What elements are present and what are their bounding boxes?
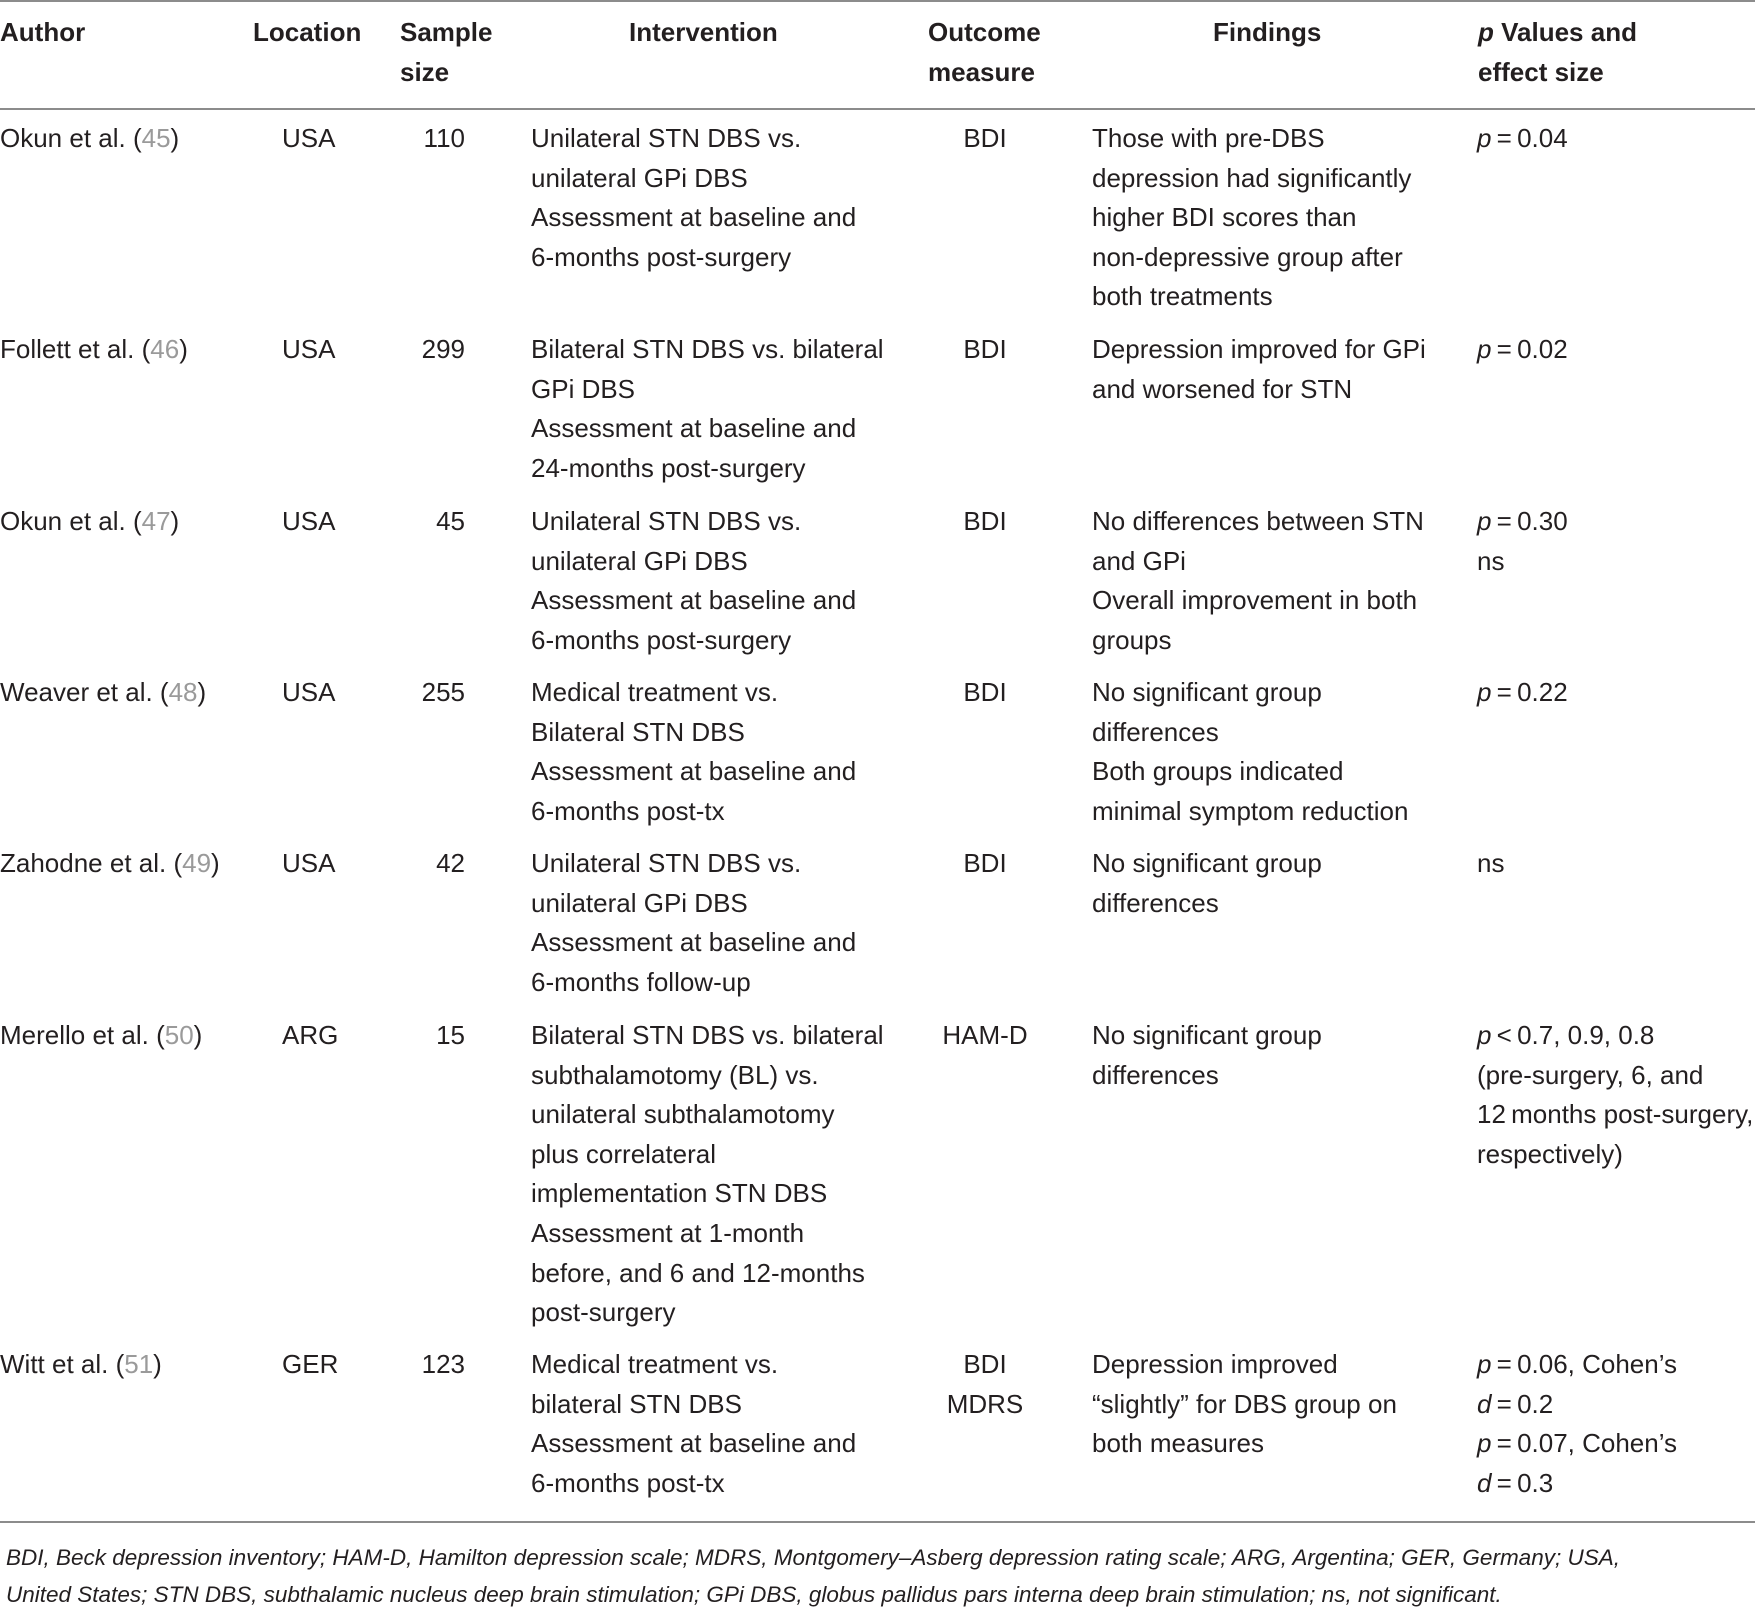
- cell-sample-size-line: 45: [436, 506, 465, 536]
- cell-location-line: USA: [282, 506, 336, 536]
- cell-sample-size-line: 110: [423, 123, 465, 153]
- header-author: Author: [0, 17, 86, 47]
- cell-findings-line: differences: [1092, 1059, 1219, 1090]
- cell-p-values: [1477, 330, 1568, 370]
- cell-findings-line: non-depressive group after: [1092, 241, 1403, 272]
- cell-p-values-line: d = 0.3: [1477, 1467, 1554, 1498]
- cell-sample-size: [422, 330, 465, 370]
- cell-findings-line: No differences between STN: [1092, 506, 1424, 536]
- cell-p-values-line: 12 months post-surgery,: [1477, 1099, 1754, 1130]
- cell-intervention-line: unilateral GPi DBS: [531, 887, 748, 918]
- cell-findings-line: differences: [1092, 716, 1219, 747]
- cell-author: Weaver et al. (48): [0, 677, 207, 707]
- reference-link[interactable]: 50: [164, 1020, 194, 1050]
- cell-intervention-line: Assessment at baseline and: [531, 756, 857, 787]
- cell-p-values-line: p = 0.06, Cohen’s: [1477, 1349, 1678, 1379]
- cell-findings: [1092, 1345, 1397, 1464]
- cell-intervention-line: Assessment at baseline and: [531, 1428, 857, 1459]
- cell-outcome-measure-line: BDI: [963, 506, 1007, 536]
- cell-sample-size-line: 42: [436, 848, 465, 878]
- reference-link[interactable]: 48: [168, 677, 198, 707]
- cell-location: [282, 119, 334, 159]
- cell-intervention-line: 6-months follow-up: [531, 966, 751, 997]
- cell-location-line: ARG: [282, 1020, 339, 1050]
- cell-intervention-line: Assessment at baseline and: [531, 927, 857, 958]
- cell-p-values-line: p < 0.7, 0.9, 0.8: [1477, 1020, 1655, 1050]
- cell-intervention-line: unilateral subthalamotomy: [531, 1099, 835, 1130]
- cell-intervention-line: 24-months post-surgery: [531, 452, 806, 483]
- cell-findings-line: both measures: [1092, 1428, 1264, 1459]
- cell-intervention-line: Bilateral STN DBS: [531, 716, 745, 747]
- reference-link[interactable]: 51: [124, 1349, 154, 1379]
- cell-findings-line: differences: [1092, 887, 1219, 918]
- cell-findings-line: depression had significantly: [1092, 162, 1412, 193]
- table-bottom-rule: [0, 1521, 1755, 1523]
- reference-link[interactable]: 49: [182, 848, 212, 878]
- cell-findings-line: “slightly” for DBS group on: [1092, 1388, 1397, 1419]
- table-footnote: [6, 1539, 1751, 1613]
- cell-intervention-line: Assessment at baseline and: [531, 585, 857, 616]
- cell-intervention-line: Medical treatment vs.: [531, 1349, 779, 1379]
- cell-intervention-line: Assessment at baseline and: [531, 202, 857, 233]
- cell-findings-line: both treatments: [1092, 281, 1273, 312]
- cell-location: [282, 330, 334, 370]
- cell-author: Okun et al. (47): [0, 506, 180, 536]
- cell-p-values-line: (pre-surgery, 6, and: [1477, 1059, 1704, 1090]
- cell-findings-line: Depression improved: [1092, 1349, 1338, 1379]
- reference-link[interactable]: 47: [141, 506, 171, 536]
- cell-findings-line: and worsened for STN: [1092, 373, 1353, 404]
- cell-p-values-line: ns: [1477, 545, 1505, 576]
- cell-sample-size-line: 255: [421, 677, 465, 707]
- cell-outcome-measure-line: BDI: [963, 848, 1007, 878]
- cell-intervention: [531, 844, 856, 1002]
- cell-findings-line: Those with pre-DBS: [1092, 123, 1325, 153]
- cell-intervention: [531, 119, 856, 277]
- cell-findings: [1092, 119, 1411, 317]
- reference-link[interactable]: 45: [141, 123, 171, 153]
- header-outcome-measure: Outcome measure: [928, 17, 1041, 87]
- cell-location: [282, 673, 334, 713]
- cell-location: [282, 844, 334, 884]
- cell-findings-line: groups: [1092, 624, 1172, 655]
- cell-findings-line: No significant group: [1092, 677, 1322, 707]
- cell-p-values: [1477, 844, 1504, 884]
- cell-intervention-line: Assessment at baseline and: [531, 413, 857, 444]
- cell-intervention-line: post-surgery: [531, 1297, 676, 1328]
- cell-findings-line: No significant group: [1092, 848, 1322, 878]
- cell-intervention-line: bilateral STN DBS: [531, 1388, 742, 1419]
- cell-sample-size: [424, 119, 465, 159]
- cell-outcome-measure-line: BDI: [963, 1349, 1007, 1379]
- footnote-line: BDI, Beck depression inventory; HAM-D, Hamilton depression scale; MDRS, Montgomery–Asberg depression rating scale; ARG, Argentina; GER, Germany; USA,: [6, 1545, 1620, 1570]
- cell-intervention-line: Bilateral STN DBS vs. bilateral: [531, 334, 884, 364]
- cell-p-values: [1477, 502, 1568, 581]
- cell-author: Zahodne et al. (49): [0, 848, 220, 878]
- cell-p-values-line: p = 0.02: [1477, 334, 1568, 364]
- cell-intervention: [531, 330, 884, 488]
- header-sample-size: Sample size: [400, 17, 493, 87]
- cell-intervention-line: unilateral GPi DBS: [531, 545, 748, 576]
- header-location: Location: [253, 17, 362, 47]
- cell-p-values-line: p = 0.30: [1477, 506, 1568, 536]
- cell-location-line: GER: [282, 1349, 339, 1379]
- cell-intervention-line: 6-months post-surgery: [531, 241, 792, 272]
- cell-outcome-measure-line: BDI: [963, 334, 1007, 364]
- cell-location-line: USA: [282, 123, 336, 153]
- cell-p-values-line: p = 0.22: [1477, 677, 1568, 707]
- header-p-values: p Values and effect size: [1478, 12, 1637, 92]
- cell-findings-line: Overall improvement in both: [1092, 585, 1418, 616]
- table-header-rule: [0, 108, 1755, 110]
- cell-p-values-line: p = 0.07, Cohen’s: [1477, 1428, 1678, 1459]
- cell-findings-line: Both groups indicated: [1092, 756, 1344, 787]
- cell-outcome-measure-line: HAM-D: [942, 1020, 1028, 1050]
- cell-intervention-line: Unilateral STN DBS vs.: [531, 123, 802, 153]
- cell-findings: [1092, 502, 1424, 660]
- cell-findings: [1092, 673, 1408, 831]
- header-intervention: Intervention: [629, 17, 778, 47]
- cell-intervention-line: Bilateral STN DBS vs. bilateral: [531, 1020, 884, 1050]
- cell-intervention: [531, 502, 856, 660]
- cell-intervention-line: 6-months post-tx: [531, 795, 725, 826]
- cell-sample-size-line: 15: [436, 1020, 465, 1050]
- cell-p-values: [1477, 1345, 1677, 1503]
- cell-intervention-line: Unilateral STN DBS vs.: [531, 506, 802, 536]
- cell-p-values-line: ns: [1477, 848, 1505, 878]
- reference-link[interactable]: 46: [150, 334, 180, 364]
- cell-intervention-line: Unilateral STN DBS vs.: [531, 848, 802, 878]
- cell-findings-line: and GPi: [1092, 545, 1186, 576]
- cell-p-values-line: respectively): [1477, 1138, 1623, 1169]
- cell-sample-size-line: 299: [421, 334, 465, 364]
- cell-sample-size: [436, 502, 465, 542]
- cell-outcome-measure-line: BDI: [963, 123, 1007, 153]
- cell-intervention-line: GPi DBS: [531, 373, 636, 404]
- cell-findings-line: Depression improved for GPi: [1092, 334, 1426, 364]
- cell-intervention-line: Medical treatment vs.: [531, 677, 779, 707]
- cell-p-values: [1477, 1016, 1753, 1174]
- cell-location: [282, 502, 334, 542]
- cell-p-values: [1477, 673, 1568, 713]
- cell-findings: [1092, 330, 1426, 409]
- cell-location: [282, 1345, 339, 1385]
- header-findings: Findings: [1213, 17, 1322, 47]
- cell-author: Merello et al. (50): [0, 1020, 203, 1050]
- cell-p-values-line: d = 0.2: [1477, 1388, 1554, 1419]
- cell-intervention-line: subthalamotomy (BL) vs.: [531, 1059, 819, 1090]
- cell-intervention-line: Assessment at 1-month: [531, 1217, 805, 1248]
- cell-intervention-line: before, and 6 and 12-months: [531, 1257, 865, 1288]
- cell-findings-line: higher BDI scores than: [1092, 202, 1357, 233]
- footnote-line: United States; STN DBS, subthalamic nucleus deep brain stimulation; GPi DBS, globus pallidus pars interna deep brain stimulation; ns, not significant.: [6, 1582, 1502, 1607]
- cell-author: Okun et al. (45): [0, 123, 180, 153]
- cell-intervention-line: 6-months post-tx: [531, 1467, 725, 1498]
- cell-intervention: [531, 673, 856, 831]
- cell-sample-size: [422, 673, 465, 713]
- cell-p-values-line: p = 0.04: [1477, 123, 1568, 153]
- cell-intervention-line: plus correlateral: [531, 1138, 716, 1169]
- cell-p-values: [1477, 119, 1568, 159]
- cell-intervention-line: implementation STN DBS: [531, 1178, 828, 1209]
- cell-sample-size: [422, 1345, 465, 1385]
- cell-location: [282, 1016, 339, 1056]
- header-p-values-line-1: p Values and: [1478, 17, 1637, 47]
- cell-outcome-measure-line: MDRS: [946, 1388, 1024, 1419]
- cell-author: Witt et al. (51): [0, 1349, 162, 1379]
- cell-outcome-measure-line: BDI: [963, 677, 1007, 707]
- table-top-rule: [0, 0, 1755, 2]
- cell-location-line: USA: [282, 334, 336, 364]
- cell-sample-size-line: 123: [421, 1349, 465, 1379]
- cell-location-line: USA: [282, 677, 336, 707]
- cell-findings: [1092, 844, 1322, 923]
- cell-intervention: [531, 1016, 884, 1333]
- cell-intervention: [531, 1345, 856, 1503]
- cell-location-line: USA: [282, 848, 336, 878]
- cell-intervention-line: 6-months post-surgery: [531, 624, 792, 655]
- cell-sample-size: [436, 844, 465, 884]
- cell-sample-size: [436, 1016, 465, 1056]
- cell-author: Follett et al. (46): [0, 334, 188, 364]
- cell-intervention-line: unilateral GPi DBS: [531, 162, 748, 193]
- cell-findings-line: minimal symptom reduction: [1092, 795, 1409, 826]
- cell-findings: [1092, 1016, 1322, 1095]
- cell-findings-line: No significant group: [1092, 1020, 1322, 1050]
